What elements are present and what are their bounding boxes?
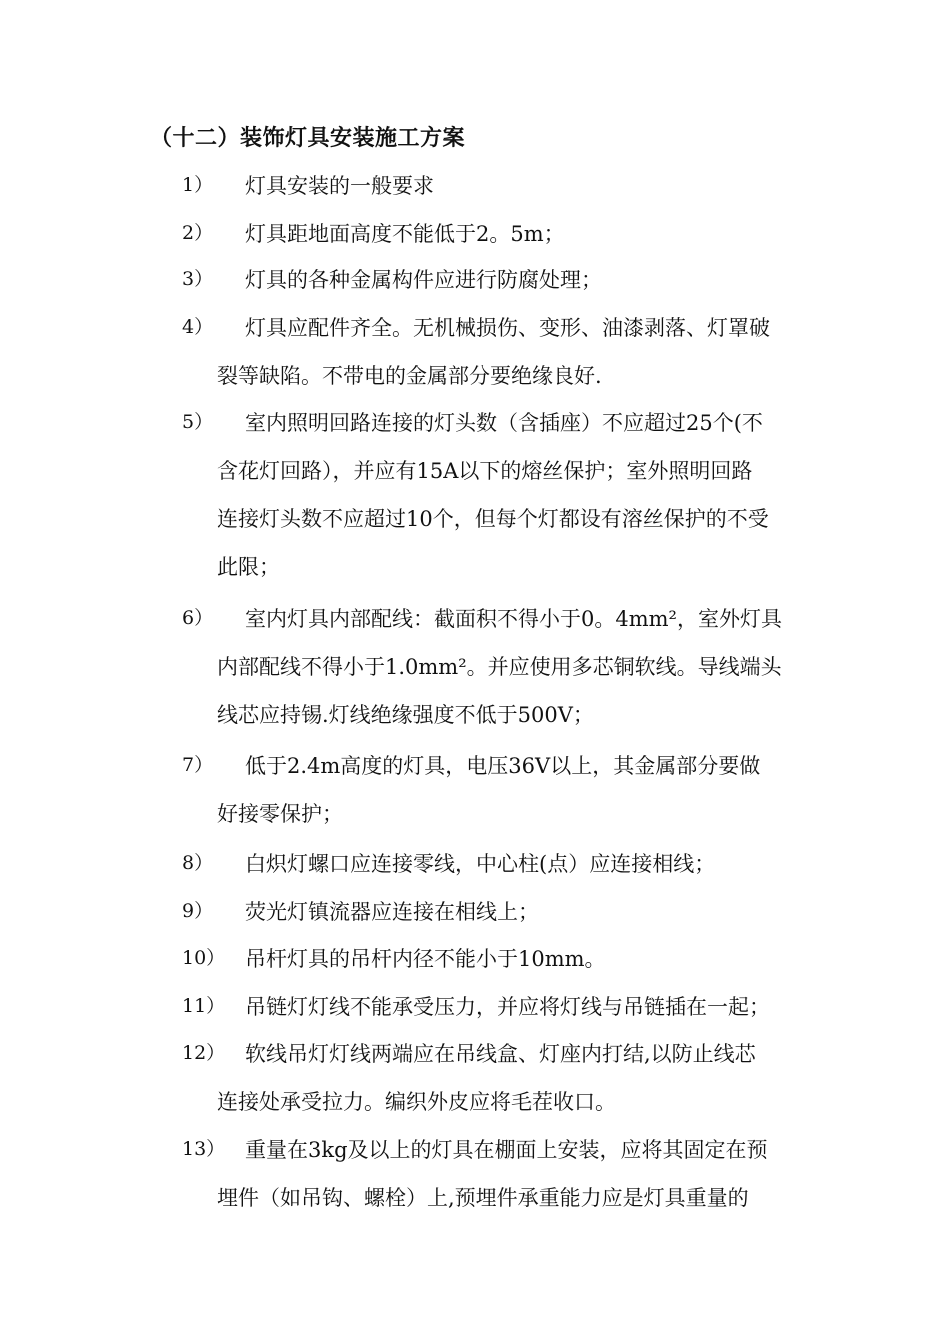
item-text-line: 室内照明回路连接的灯头数（含插座）不应超过25个(不	[245, 411, 763, 435]
item-text-line: 白炽灯螺口应连接零线，中心柱(点）应连接相线；	[245, 852, 716, 876]
item-text-line: 吊链灯灯线不能承受压力，并应将灯线与吊链插在一起；	[245, 995, 770, 1019]
item-text-line: 灯具安装的一般要求	[245, 174, 434, 198]
item-text-line: 低于2.4m高度的灯具，电压36V以上，其金属部分要做	[245, 754, 761, 778]
item-number: 4）	[182, 316, 214, 338]
item-number: 13）	[182, 1138, 226, 1160]
item-number: 7）	[182, 754, 214, 776]
item-number: 3）	[182, 268, 214, 290]
item-number: 10）	[182, 947, 226, 969]
item-number: 9）	[182, 900, 214, 922]
item-text-line: 灯具距地面高度不能低于2。5m；	[245, 222, 565, 246]
item-text-line: 连接灯头数不应超过10个，但每个灯都设有溶丝保护的不受	[217, 507, 769, 531]
item-number: 6）	[182, 607, 214, 629]
item-text-line: 此限；	[217, 555, 280, 579]
item-number: 1）	[182, 174, 214, 196]
item-text-line: 连接处承受拉力。编织外皮应将毛茬收口。	[217, 1090, 616, 1114]
item-text-line: 软线吊灯灯线两端应在吊线盒、灯座内打结,以防止线芯	[245, 1042, 756, 1066]
item-text-line: 灯具应配件齐全。无机械损伤、变形、油漆剥落、灯罩破	[245, 316, 770, 340]
item-text-line: 吊杆灯具的吊杆内径不能小于10mm。	[245, 947, 606, 971]
item-text-line: 内部配线不得小于1.0mm²。并应使用多芯铜软线。导线端头	[217, 655, 782, 679]
item-text-line: 重量在3kg及以上的灯具在棚面上安装，应将其固定在预	[245, 1138, 768, 1162]
item-text-line: 埋件（如吊钩、螺栓）上,预埋件承重能力应是灯具重量的	[217, 1186, 749, 1210]
item-text-line: 含花灯回路），并应有15A以下的熔丝保护；室外照明回路	[217, 459, 753, 483]
item-number: 5）	[182, 411, 214, 433]
item-number: 11）	[182, 995, 226, 1017]
item-text-line: 线芯应持锡.灯线绝缘强度不低于500V；	[217, 703, 594, 727]
item-number: 12）	[182, 1042, 226, 1064]
item-text-line: 室内灯具内部配线：截面积不得小于0。4mm²，室外灯具	[245, 607, 782, 631]
item-text-line: 灯具的各种金属构件应进行防腐处理；	[245, 268, 602, 292]
item-text-line: 裂等缺陷。不带电的金属部分要绝缘良好.	[217, 364, 602, 388]
item-text-line: 好接零保护；	[217, 802, 343, 826]
section-title: （十二）装饰灯具安装施工方案	[150, 125, 466, 151]
item-number: 8）	[182, 852, 214, 874]
item-number: 2）	[182, 222, 214, 244]
item-text-line: 荧光灯镇流器应连接在相线上；	[245, 900, 539, 924]
